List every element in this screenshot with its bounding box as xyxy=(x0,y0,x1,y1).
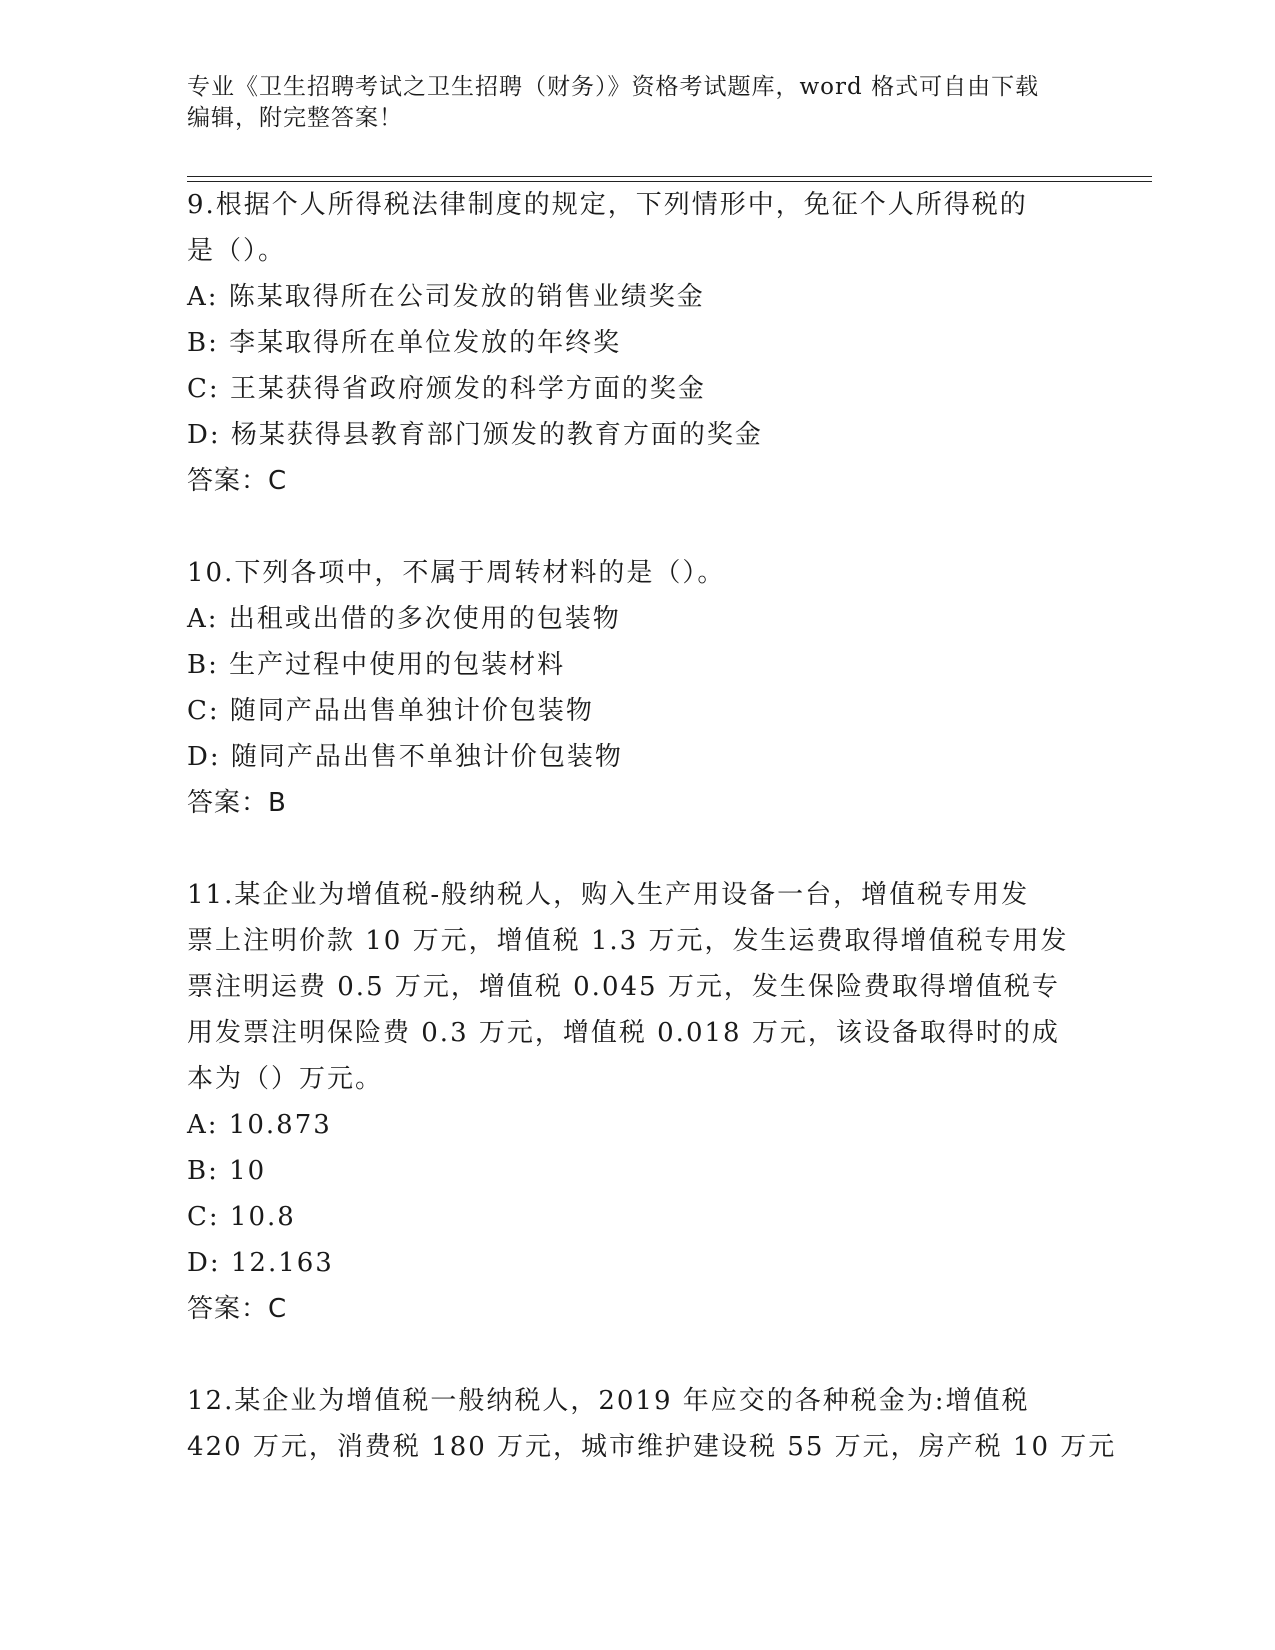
question-stem-line: 票注明运费 0.5 万元，增值税 0.045 万元，发生保险费取得增值税专 xyxy=(187,972,1060,1002)
question-11 xyxy=(187,872,1087,1332)
answer: 答案：C xyxy=(187,466,288,496)
question-stem-line: 420 万元，消费税 180 万元，城市维护建设税 55 万元，房产税 10 万元 xyxy=(187,1432,1117,1462)
spacer xyxy=(187,826,1087,872)
question-stem-line: 10.下列各项中，不属于周转材料的是（）。 xyxy=(187,558,726,588)
question-stem-line: 本为（）万元。 xyxy=(187,1064,384,1094)
option-a: A: 陈某取得所在公司发放的销售业绩奖金 xyxy=(187,282,705,312)
spacer xyxy=(187,504,1087,550)
option-c: C: 随同产品出售单独计价包装物 xyxy=(187,696,594,726)
option-a: A: 出租或出借的多次使用的包装物 xyxy=(187,604,621,634)
option-d: D: 随同产品出售不单独计价包装物 xyxy=(187,742,623,772)
question-9 xyxy=(187,182,1087,504)
option-c: C: 王某获得省政府颁发的科学方面的奖金 xyxy=(187,374,706,404)
document-header xyxy=(187,72,1067,134)
question-12 xyxy=(187,1378,1117,1470)
option-b: B: 10 xyxy=(187,1156,267,1186)
question-stem-line: 是（）。 xyxy=(187,236,287,266)
question-stem-line: 用发票注明保险费 0.3 万元，增值税 0.018 万元，该设备取得时的成 xyxy=(187,1018,1060,1048)
option-d: D: 杨某获得县教育部门颁发的教育方面的奖金 xyxy=(187,420,763,450)
option-c: C: 10.8 xyxy=(187,1202,296,1232)
answer: 答案：B xyxy=(187,788,287,818)
answer: 答案：C xyxy=(187,1294,288,1324)
option-d: D: 12.163 xyxy=(187,1248,334,1278)
question-list xyxy=(187,182,1117,1470)
question-10 xyxy=(187,550,1087,826)
header-divider-top xyxy=(187,176,1152,177)
question-stem-line: 票上注明价款 10 万元，增值税 1.3 万元，发生运费取得增值税专用发 xyxy=(187,926,1069,956)
question-stem-line: 12.某企业为增值税一般纳税人，2019 年应交的各种税金为:增值税 xyxy=(187,1386,1030,1416)
question-stem-line: 11.某企业为增值税-般纳税人，购入生产用设备一台，增值税专用发 xyxy=(187,880,1030,910)
header-line-1: 专业《卫生招聘考试之卫生招聘（财务）》资格考试题库，word 格式可自由下载 xyxy=(187,74,1040,100)
header-line-2: 编辑，附完整答案！ xyxy=(187,105,403,131)
option-b: B: 生产过程中使用的包装材料 xyxy=(187,650,566,680)
question-stem-line: 9.根据个人所得税法律制度的规定，下列情形中，免征个人所得税的 xyxy=(187,190,1028,220)
spacer xyxy=(187,1332,1087,1378)
option-b: B: 李某取得所在单位发放的年终奖 xyxy=(187,328,622,358)
option-a: A: 10.873 xyxy=(187,1110,332,1140)
